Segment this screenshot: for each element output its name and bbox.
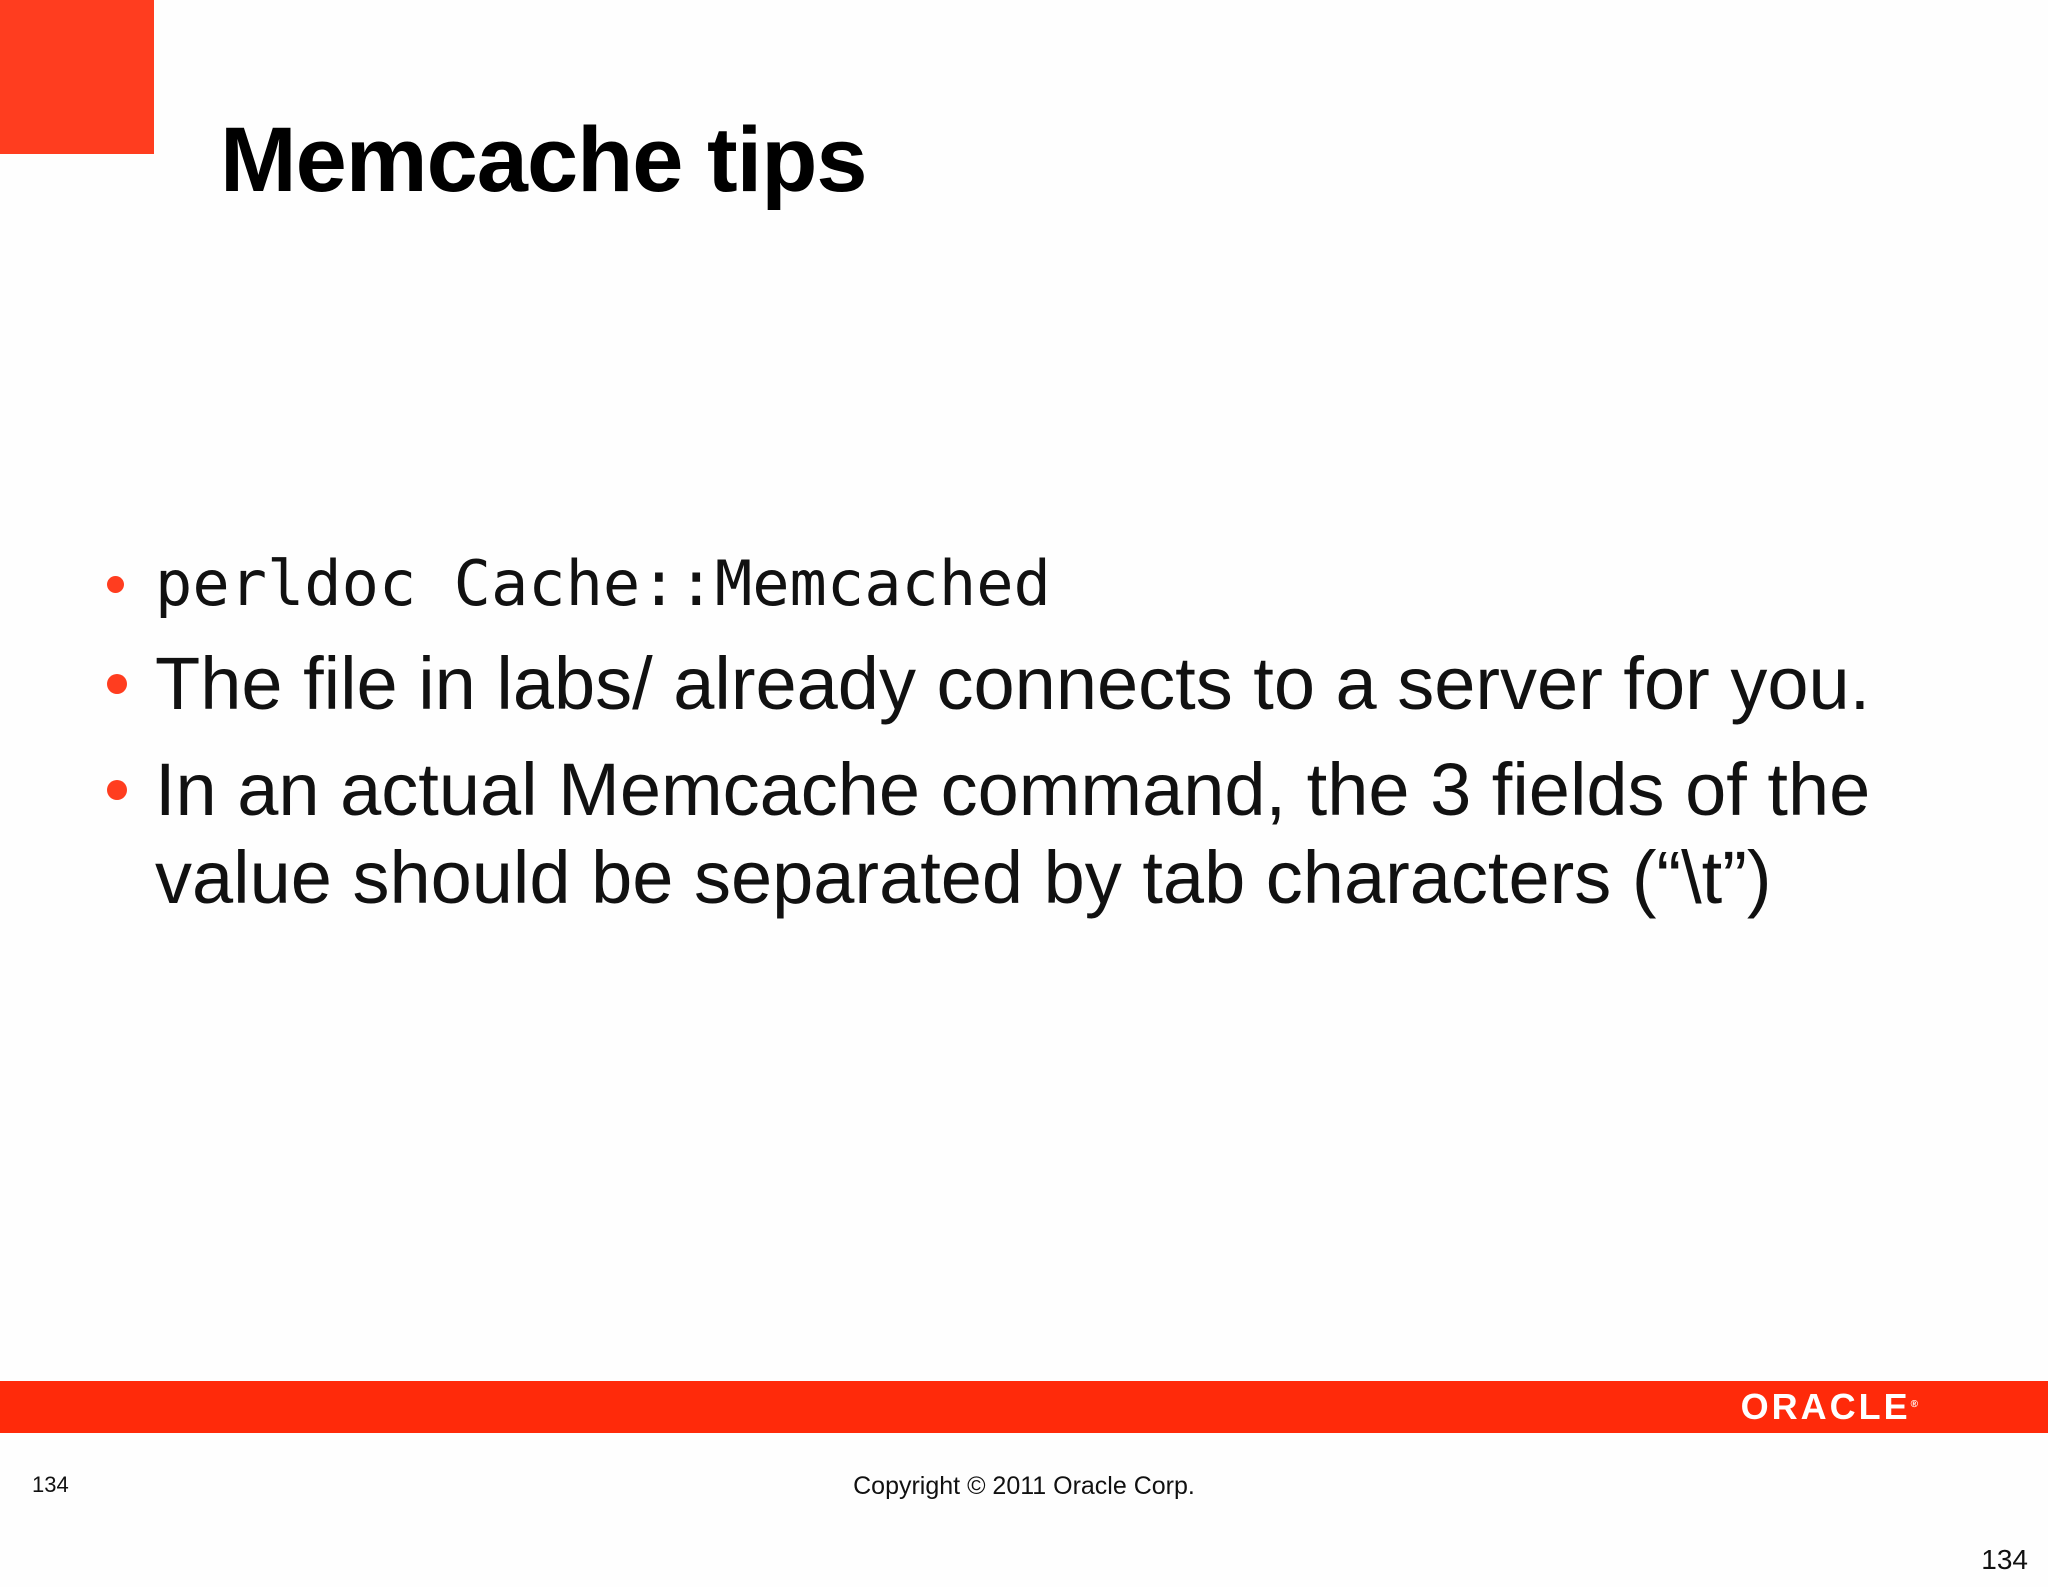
oracle-logo [1740,1386,1918,1427]
oracle-logo-text: ORACLE [1740,1386,1911,1427]
bullet-text: The file in labs/ already connects to a server for you. [155,642,1871,725]
bullet-dot-icon [107,780,127,800]
bullet-text: In an actual Memcache command, the 3 fields of the value should be separated by tab characters (“\t”) [155,748,1871,919]
bullet-list [105,540,2005,940]
registered-mark: ® [1910,1399,1918,1410]
copyright-notice: Copyright © 2011 Oracle Corp. [853,1472,1195,1500]
bullet-dot-icon [107,674,127,694]
bullet-item-labs-file [105,640,2005,728]
bullet-item-tab-separator [105,746,2005,922]
slide-number-left: 134 [32,1472,69,1497]
bullet-dot-icon [107,576,124,593]
footer-bar [0,1381,2048,1433]
slide-title: Memcache tips [220,109,867,211]
slide-number-right: 134 [1981,1544,2028,1575]
bullet-item-perldoc [105,540,2005,628]
bullet-text: perldoc Cache::Memcached [155,547,1051,620]
corner-accent-block [0,0,154,154]
